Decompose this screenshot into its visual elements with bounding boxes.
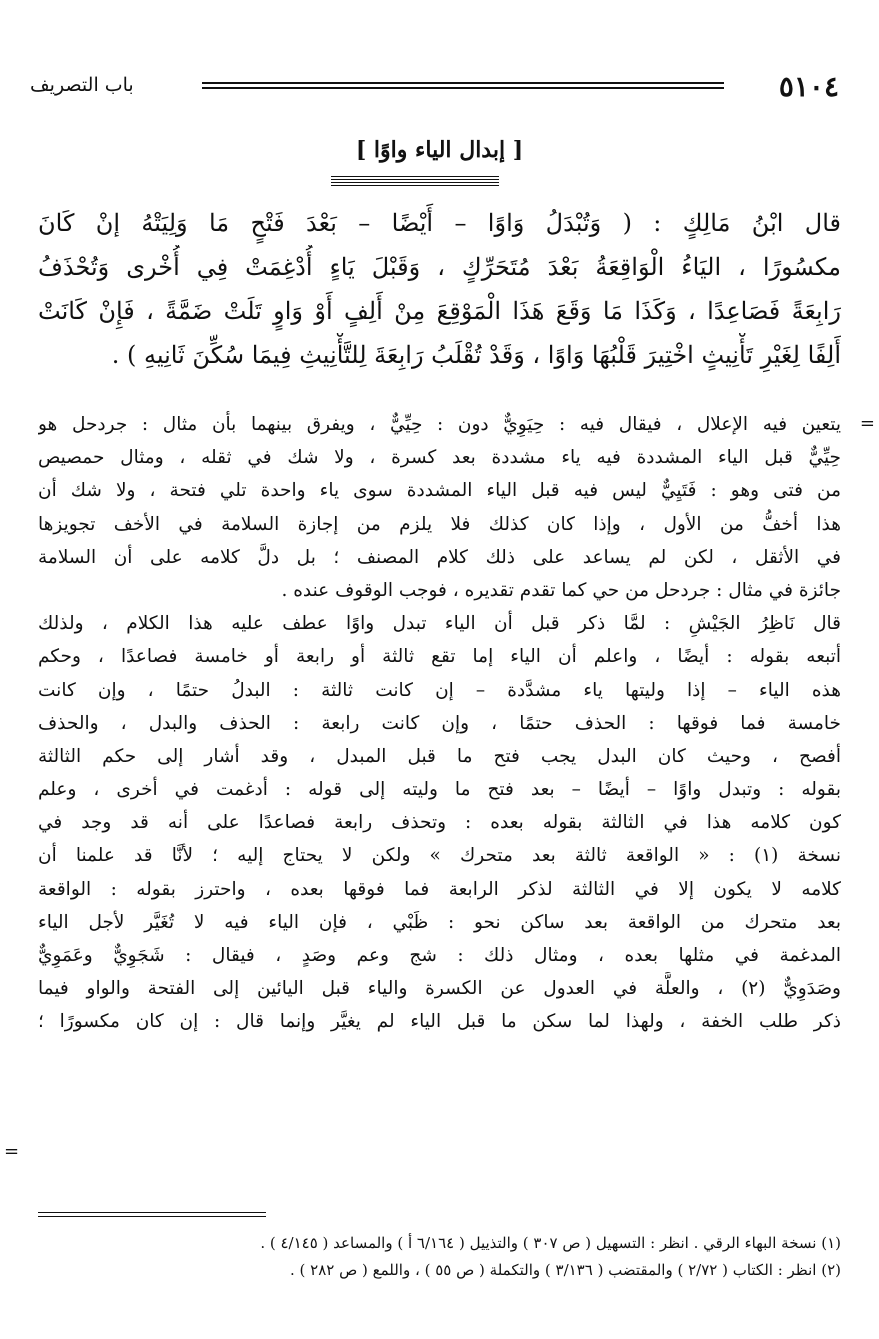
commentary-line: ذكر طلب الخفة ، ولهذا لما سكن ما قبل الياء لم يغيَّر وإنما قال : إن كان مكسورًا ؛ [38,1011,841,1033]
commentary-line: نسخة (١) : « الواقعة ثالثة بعد متحرك » ولكن لا يحتاج إليه ؛ لأنَّا قد علمنا أن [38,845,841,867]
main-text-line: أَلِفًا لِغَيْرِ تَأْنِيثٍ اخْتِيرَ قَلْبُهَا وَاوًا ، وَقَدْ تُقْلَبُ رَابِعَةَ لِلتَّأْنِيثِ فِيمَا سُكِّنَ ثَانِيهِ ) . [111,341,841,369]
commentary-line: بعد متحرك من الواقعة بعد ساكن نحو : ظَبْي ، فإن الياء فيه لا تُغَيَّر لأجل الياء [38,911,841,933]
page-number: ٥١٠٤ [778,70,839,103]
commentary-line: هذه الياء – إذا وليتها ياء مشدَّدة – إن كانت ثالثة : البدلُ حتمًا ، وإن كانت [38,679,841,701]
main-text [38,201,841,377]
main-text-line: قال ابْنُ مَالِكٍ : ( وَتُبْدَلُ وَاوًا – أَيْضًا – بَعْدَ فَتْحٍ مَا وَلِيَتْهُ إنْ كَانَ [38,209,841,237]
commentary-line: أفصح ، وحيث كان البدل يجب فتح ما قبل المبدل ، وقد أشار إلى حكم الثالثة [38,745,841,767]
commentary-line: قال نَاظِرُ الجَيْشِ : لمَّا ذكر قبل أن الياء تبدل واوًا عطف عليه هذا الكلام ، ولذلك [38,613,841,635]
footnote: (١) نسخة البهاء الرقي . انظر : التسهيل ( ص ٣٠٧ ) والتذييل ( ٦/١٦٤ أ ) والمساعد ( ٤/١٤٥ ) . [260,1234,841,1252]
title-rule [331,185,499,186]
continuation-mark: = [4,1141,20,1162]
commentary-line: من فتى وهو : فَتَيِيٌّ ليس فيه قبل الياء المشددة سوى ياء واحدة تلي فتحة ، ولا شك أن [38,480,841,502]
footnote-rule [38,1216,266,1217]
commentary-text [38,408,841,1039]
commentary-line: خامسة فما فوقها : الحذف حتمًا ، وإن كانت رابعة : الحذف والبدل ، والحذف [38,712,841,734]
chapter-title: [ إبدال الياء واوًا ] [355,137,524,163]
section-title: باب التصريف [30,74,134,96]
commentary-line: بقوله : وتبدل واوًا – أيضًا – بعد فتح ما وليته إلى قوله : أدغمت في أخرى ، وعلم [38,779,841,801]
commentary-line: هذا أخفُّ من الأول ، وإذا كان كذلك فلا يلزم من إجازة السلامة في الأخف تجويزها [38,513,841,535]
main-text-line: مكسُورًا ، اليَاءُ الْوَاقِعَةُ بَعْدَ مُتَحَرِّكٍ ، وَقَبْلَ يَاءٍ أُدْغِمَتْ فِي أُخْرى وَتُحْذَفُ [38,253,841,281]
title-rule [331,176,499,177]
commentary-line: جائزة في مثال : جردحل من حي كما تقدم تقديره ، فوجب الوقوف عنده . [281,579,841,601]
continuation-mark: = [859,413,875,434]
main-text-line: رَابِعَةً فَصَاعِدًا ، وَكَذَا مَا وَقَعَ هَذَا الْمَوْقِعَ مِنْ أَلِفٍ أَوْ وَاوٍ تَلَتْ ضَمَّةً ، فَإِنْ كَانَتْ [38,297,841,325]
title-rule [331,179,499,180]
footnote-rule [38,1212,266,1213]
commentary-line: أتبعه بقوله : أيضًا ، واعلم أن الياء إما تقع ثالثة أو رابعة أو خامسة فصاعدًا ، وحكم [38,646,841,668]
commentary-line: كون كلامه هذا في الثالثة بقوله بعده : وتحذف رابعة فصاعدًا على أنه قد وجد في [38,812,841,834]
commentary-line: وصَدَوِيٌّ (٢) ، والعلَّة في العدول عن الكسرة والياء قبل اليائين إلى الفتحة والواو فيما [38,978,841,1000]
commentary-line: المدغمة في مثلها بعده ، ومثال ذلك : شج وعم وصَدٍ ، فيقال : شَجَوِيٌّ وعَمَوِيٌّ [38,945,841,966]
commentary-line: يتعين فيه الإعلال ، فيقال فيه : حِيَوِيٌّ دون : حِيِّيٌّ ، ويفرق بينهما بأن مثال : جردحل هو [38,414,841,435]
commentary-line: حِيِّيٌّ قبل الياء المشددة فيه ياء مشددة بعد كسرة ، ولا شك في ثقله ، ومثال حمصيص [38,447,841,469]
footnote: (٢) انظر : الكتاب ( ٢/٧٢ ) والمقتضب ( ٣/١٣٦ ) والتكملة ( ص ٥٥ ) ، واللمع ( ص ٢٨٢ ) . [290,1261,841,1279]
title-rule [331,182,499,183]
header-rule [202,82,724,89]
commentary-line: كلامه لا يكون إلا في الثالثة لذكر الرابعة فما فوقها بعده ، واحترز بقوله : الواقعة [38,878,841,900]
page-header [30,70,849,104]
footnotes [38,1230,841,1284]
commentary-line: في الأثقل ، لكن لم يساعد على ذلك كلام المصنف ؛ بل دلَّ كلامه على أن السلامة [38,546,841,568]
